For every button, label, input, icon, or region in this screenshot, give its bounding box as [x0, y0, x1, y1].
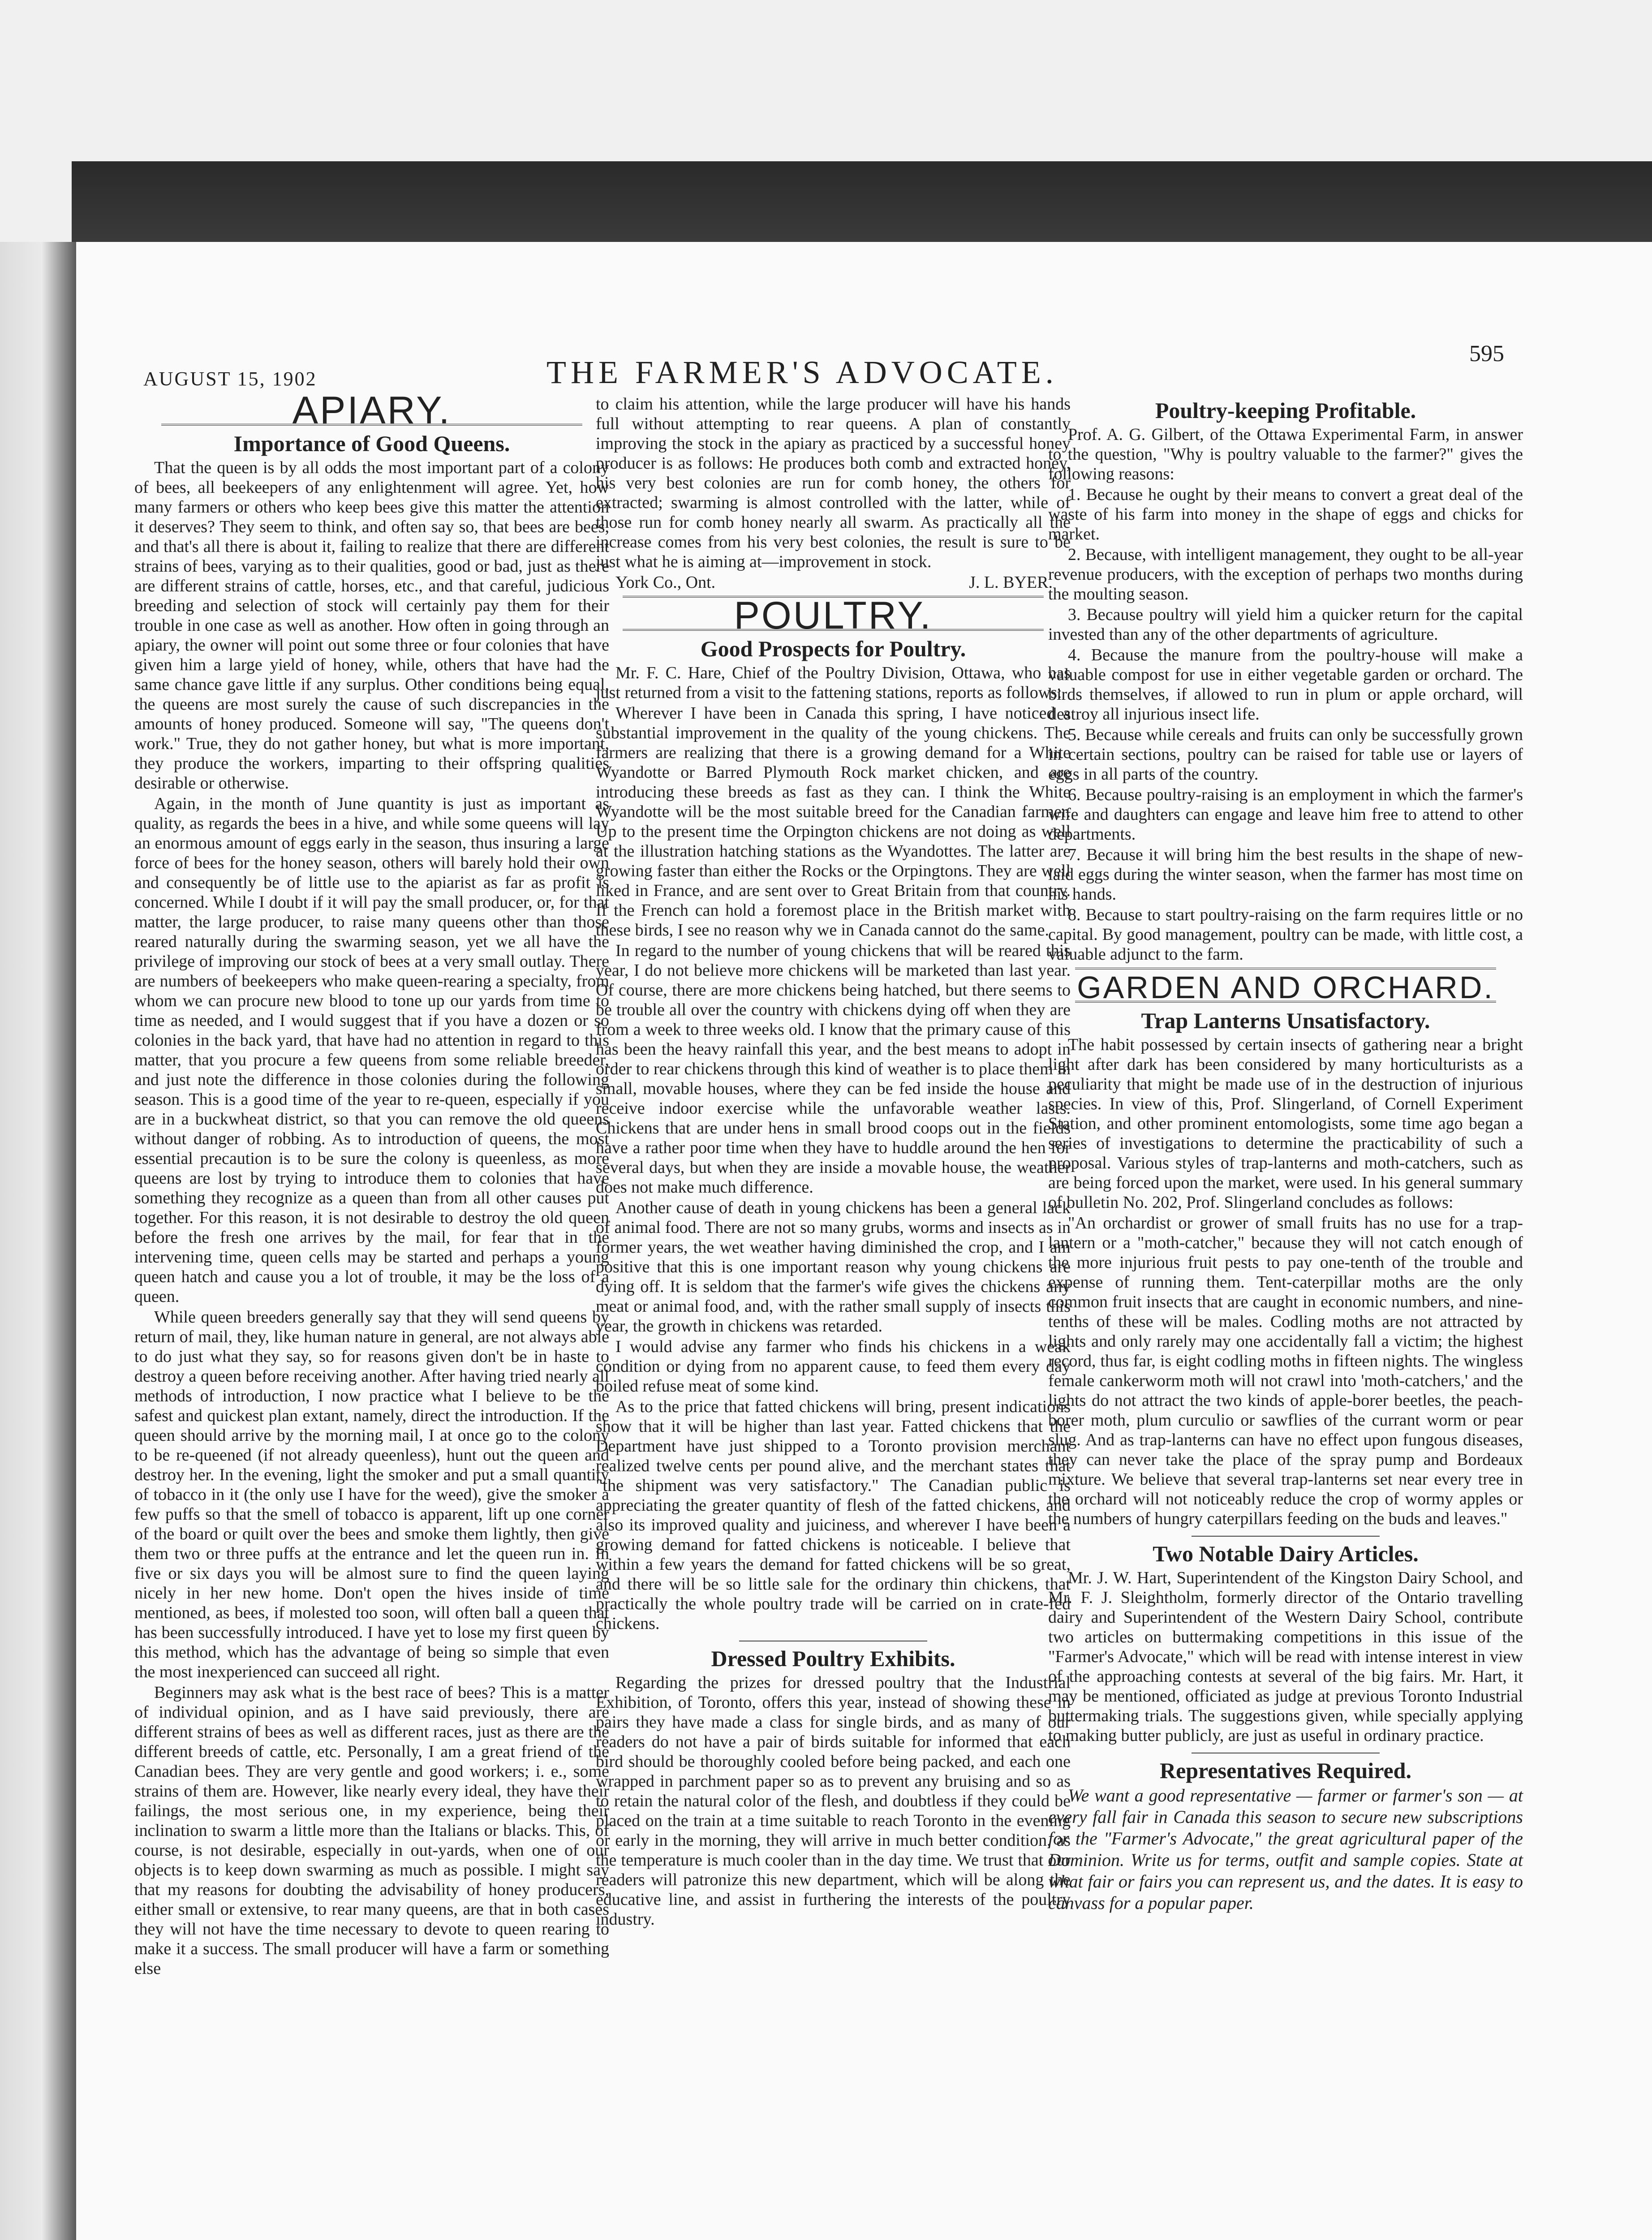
article-paragraph: Regarding the prizes for dressed poultry that the Industrial Exhibition, of Toronto, offers this year, instead of showing these in pairs they have made a class for single birds, and as many of our readers do not have a pair of birds suitable for informed that each bird should be thoroughly cooled before being packed, and each one wrapped in parchment paper so as to prevent any bruising and so as to retain the natural color of the flesh, and doubtless if they could be placed on the train at a time suitable to reach Toronto in the evening or early in the morning, they will arrive in much better condition, as the temperature is much cooler than in the day time. We trust that our readers will patronize this new department, which will be along the educative line, and assist in furthering the interests of the poultry industry. — [596, 1673, 1071, 1929]
representatives-notice: We want a good representative — farmer or farmer's son — at every fall fair in Canada this season to secure new subscriptions for the "Farmer's Advocate," the great agricultural paper of the Dominion. Write us for terms, outfit and sample copies. State at what fair or fairs you can represent us, and the dates. It is easy to canvass for a popular paper. — [1048, 1785, 1523, 1913]
scan-dark-band — [72, 161, 1652, 242]
article-title-trap-lanterns: Trap Lanterns Unsatisfactory. — [1141, 1008, 1430, 1033]
article-paragraph: "An orchardist or grower of small fruits has no use for a trap-lantern or a "moth-catcher," because they will not catch enough of the more injurious fruit pests to pay one-tenth of the trouble and expense of running them. Tent-caterpillar moths are the only common fruit insects that are caught in economic numbers, and nine-tenths of these will be males. Codling moths are not attracted by lights and only rarely may one accidentally fall a victim; the highest record, thus far, is eight codling moths in fifteen nights. The wingless female cankerworm moth will not crawl into 'moth-catchers,' and the lights do not attract the two kinds of apple-borer beetles, the peach-borer moth, plum curculio or sawflies of the currant worm or pear slug. And as trap-lanterns can have no effect upon fungous diseases, they can never take the place of the spray pump and Bordeaux mixture. We believe that several trap-lanterns set near every tree in the orchard will not noticeably reduce the crop of wormy apples or the numbers of hungry caterpillars feeding on the buds and leaves." — [1048, 1214, 1523, 1528]
article-divider — [1192, 1536, 1380, 1537]
article-title-representatives: Representatives Required. — [1160, 1758, 1411, 1783]
reason-item: 7. Because it will bring him the best results in the shape of new-laid eggs during the winter season, when the farmer has most time on his hands. — [1048, 845, 1523, 904]
column-poultry — [596, 394, 1071, 1930]
masthead-title: THE FARMER'S ADVOCATE. — [546, 354, 1058, 390]
signature-place: York Co., Ont. — [615, 573, 716, 592]
reason-item: 5. Because while cereals and fruits can only be successfully grown in certain sections, poultry can be raised for table use or layers of eggs in all parts of the country. — [1048, 725, 1523, 784]
signature-name: J. L. BYER. — [969, 573, 1053, 592]
section-title-apiary: APIARY. — [292, 389, 452, 432]
article-title-good-queens: Importance of Good Queens. — [233, 431, 510, 456]
section-title-poultry: POULTRY. — [734, 594, 933, 637]
article-title-good-prospects: Good Prospects for Poultry. — [700, 636, 966, 661]
article-paragraph: Another cause of death in young chickens has been a general lack of animal food. There are not so many grubs, worms and insects as in former years, the wet weather having diminished the crop, and I am positive that this is one important reason why young chickens are dying off. It is seldom that the farmer's wife gives the chickens any meat or animal food, and, with the rather small supply of insects this year, the growth in chickens was retarded. — [596, 1198, 1071, 1335]
reason-item: 8. Because to start poultry-raising on the farm requires little or no capital. By good management, poultry can be made, with little cost, a valuable adjunct to the farm. — [1048, 905, 1523, 964]
article-paragraph-continued: to claim his attention, while the large producer will have his hands full without attempting to rear queens. A plan of constantly improving the stock in the apiary as practiced by a successful honey producer is as follows: He produces both comb and extracted honey, his very best colonies are run for comb honey, the others for extracted; swarming is almost controlled with the latter, while of those run for comb honey nearly all swarm. As practically all the increase comes from his very best colonies, the result is sure to be just what he is aiming at—improvement in stock. — [596, 395, 1071, 571]
reason-item: 2. Because, with intelligent management, they ought to be all-year revenue producers, with the exception of perhaps two months during the moulting season. — [1048, 545, 1523, 603]
reason-item: 4. Because the manure from the poultry-house will make a valuable compost for use in either vegetable garden or orchard. The birds themselves, if allowed to run in plum or apple orchard, will destroy all injurious insect life. — [1048, 646, 1523, 724]
article-paragraph: Mr. J. W. Hart, Superintendent of the Kingston Dairy School, and Mr. F. J. Sleightholm, formerly director of the Ontario travelling dairy and Superintendent of the Western Dairy School, contribute two articles on buttermaking competitions in this issue of the "Farmer's Advocate," which will be read with intense interest in view of the approaching contests at several of the big fairs. Mr. Hart, it may be mentioned, officiated as judge at previous Toronto Industrial buttermaking trials. The suggestions given, while specially applying to making butter publicly, are just as useful in ordinary practice. — [1048, 1568, 1523, 1745]
page-number: 595 — [1469, 341, 1504, 366]
article-paragraph: While queen breeders generally say that they will send queens by return of mail, they, like human nature in general, are not always able to do just what they say, so for reasons given don't be in haste to destroy a queen before receiving another. After having tried nearly all methods of introduction, I now practice what I believe to be the safest and quickest plan extant, namely, direct the introduction. If the queen should arrive by the morning mail, I at once go to the colony to be re-queened (if not already queenless), hunt out the queen and destroy her. In the evening, light the smoker and put a small quantity of tobacco in it (the only use I have for the weed), give the smoker a few puffs so that the smell of tobacco is apparent, lift up one corner of the board or quilt over the bees and smoke them lightly, then give them two or three puffs at the entrance and let the queen run in. In five or six days you will be almost sure to find the queen laying nicely in her new home. Don't open the hives inside of time mentioned, as bees, if molested too soon, will often ball a queen that has been successfully introduced. I have yet to lose my first queen by this method, which has the advantage of being so simple that even the most inexperienced can succeed all right. — [134, 1308, 609, 1681]
article-paragraph: The habit possessed by certain insects of gathering near a bright light after dark has been considered by many horticulturists as a peculiarity that might be made use of in the destruction of injurious species. In view of this, Prof. Slingerland, of Cornell Experiment Station, and other prominent entomologists, some time ago began a series of investigations to determine the practicability of such a proposal. Various styles of trap-lanterns and moth-catchers, such as are being forced upon the market, were used. In his general summary of bulletin No. 202, Prof. Slingerland concludes as follows: — [1048, 1035, 1523, 1212]
article-paragraph: Wherever I have been in Canada this spring, I have noticed a substantial improvement in the quality of the young chickens. The farmers are realizing that there is a growing demand for a White Wyandotte or Barred Plymouth Rock market chicken, and are introducing these breeds as fast as they can. I think the White Wyandotte will be the most suitable breed for the Canadian farmer. Up to the present time the Orpington chickens are not doing as well at the illustration hatching stations as the Wyandottes. The latter are growing faster than either the Rocks or the Orpingtons. They are well liked in France, and are sent over to Great Britain from that country. If the French can hold a foremost place in the British market with these birds, I see no reason why we in Canada cannot do the same. — [596, 704, 1071, 939]
reason-item: 6. Because poultry-raising is an employment in which the farmer's wife and daughters can engage and leave him free to attend to other departments. — [1048, 785, 1523, 844]
article-paragraph: Again, in the month of June quantity is just as important as quality, as regards the bees in a hive, and while some queens will lay an enormous amount of eggs early in the season, thus insuring a large force of bees for the honey season, others will barely hold their own and consequently be of little use to the apiarist as far as profit is concerned. While I doubt if it will pay the small producer, or, for that matter, the large producer, to raise many queens other than those reared naturally during the swarming season, yet we all have the privilege of improving our stock of bees at a very small outlay. There are numbers of beekeepers who make queen-rearing a specialty, from whom we can procure new blood to tone up our yards from time to time as needed, and I would suggest that if you have a dozen or so colonies in the back yard, that have had no attention in regard to this matter, that you procure a few queens from some reliable breeder, and just note the difference in those colonies during the following season. This is a good time of the year to re-queen, especially if you are in a buckwheat district, so that you can remove the old queens without danger of robbing. As to introduction of queens, the most essential precaution is to be sure the colony is queenless, as more queens are lost by trying to introduce them to colonies that have something they recognize as a queen than from all other causes put together. For this reason, it is not desirable to destroy the old queen before the fresh one arrives by the mail, for fear that in the intervening time, queen cells may be started and perhaps a young queen hatch and cause you a lot of trouble, it may be the loss of a queen. — [134, 794, 609, 1306]
article-paragraph: Beginners may ask what is the best race of bees? This is a matter of individual opinion, and as I have said previously, there are different strains of bees as well as different races, just as there are the different breeds of cattle, etc. Personally, I am a great friend of the Canadian bees. They are very gentle and good workers; i. e., some strains of them are. However, like nearly every ideal, they have their failings, the most serious one, in my experience, being their inclination to swarm a little more than the Italians or blacks. This, of course, is not desirable, especially in out-yards, when one of our objects is to keep down swarming as much as possible. I might say that my reasons for doubting the advisability of honey producers, either small or extensive, to rear many queens, are that in both cases they will not have the time necessary to devote to queen rearing to make it a success. The small producer will have a farm or something else — [134, 1683, 609, 1978]
article-paragraph: I would advise any farmer who finds his chickens in a weak condition or dying from no apparent cause, to feed them every day boiled refuse meat of some kind. — [596, 1337, 1071, 1396]
section-rule — [1075, 968, 1496, 969]
article-paragraph: Prof. A. G. Gilbert, of the Ottawa Experimental Farm, in answer to the question, "Why is poultry valuable to the farmer?" gives the following reasons: — [1048, 425, 1523, 483]
reason-item: 3. Because poultry will yield him a quicker return for the capital invested than any of the other departments of agriculture. — [1048, 605, 1523, 644]
article-signature — [596, 573, 1071, 592]
issue-date: AUGUST 15, 1902 — [143, 368, 317, 390]
reason-item: 1. Because he ought by their means to convert a great deal of the waste of his farm into money in the shape of eggs and chicks for market. — [1048, 485, 1523, 543]
article-paragraph: As to the price that fatted chickens will bring, present indications show that it will be higher than last year. Fatted chickens that the Department have just shipped to a Toronto provision merchant realized twelve cents per pound alive, and the merchant states that "the shipment was very satisfactory." The Canadian public is appreciating the greater quantity of flesh of the fatted chickens, and also its improved quality and juiciness, and wherever I have been a growing demand for fatted chickens is noticeable. I believe that within a few years the demand for fatted chickens will be so great, and there will be so little sale for the ordinary thin chickens, that practically the whole poultry trade will be carried on in crate-fed chickens. — [596, 1397, 1071, 1633]
article-paragraph: Mr. F. C. Hare, Chief of the Poultry Division, Ottawa, who has just returned from a visit to the fattening stations, reports as follows: — [596, 663, 1071, 702]
column-apiary — [134, 389, 609, 1979]
article-title-poultry-profitable: Poultry-keeping Profitable. — [1155, 398, 1416, 423]
article-paragraph: In regard to the number of young chickens that will be reared this year, I do not believe more chickens will be marketed than last year. Of course, there are more chickens being hatched, but there seems to be trouble all over the country with chickens dying off when they are from a week to three weeks old. I know that the primary cause of this has been the heavy rainfall this year, and the best means to adopt in order to rear chickens through this kind of weather is to place them in small, movable houses, where they can be fed inside the house and receive indoor exercise while the unfavorable weather lasts. Chickens that are under hens in small brood coops out in the fields have a rather poor time when they have to huddle around the hen for several days, but when they are inside a movable house, the weather does not make much difference. — [596, 941, 1071, 1197]
article-paragraph: That the queen is by all odds the most important part of a colony of bees, all beekeepers of any enlightenment will agree. Yet, how many farmers or others who keep bees give this matter the attention it deserves? They seem to think, and often say so, that bees are bees, and that's all there is about it, failing to realize that there are different strains of bees, varying as to their qualities, good or bad, just as there are different strains of cattle, horses, etc., and that careful, judicious breeding and selection of stock will certainly pay them for their trouble in one case as well as another. How often in going through an apiary, the owner will point out some three or four colonies that have given him a large yield of honey, while, others that have had the same chance gave little if any surplus. Other conditions being equal, the queens are most surely the cause of such discrepancies in the amounts of honey produced. Someone will say, "The queens don't work." True, they do not gather honey, but what is more important, they produce the workers, imparting to their offspring qualities desirable or otherwise. — [134, 458, 609, 793]
article-title-dairy: Two Notable Dairy Articles. — [1153, 1541, 1419, 1566]
section-title-garden: GARDEN AND ORCHARD. — [1077, 970, 1494, 1005]
article-title-dressed-poultry: Dressed Poultry Exhibits. — [711, 1646, 955, 1671]
adjacent-page-edge — [0, 242, 76, 2240]
column-garden — [1048, 394, 1523, 1915]
